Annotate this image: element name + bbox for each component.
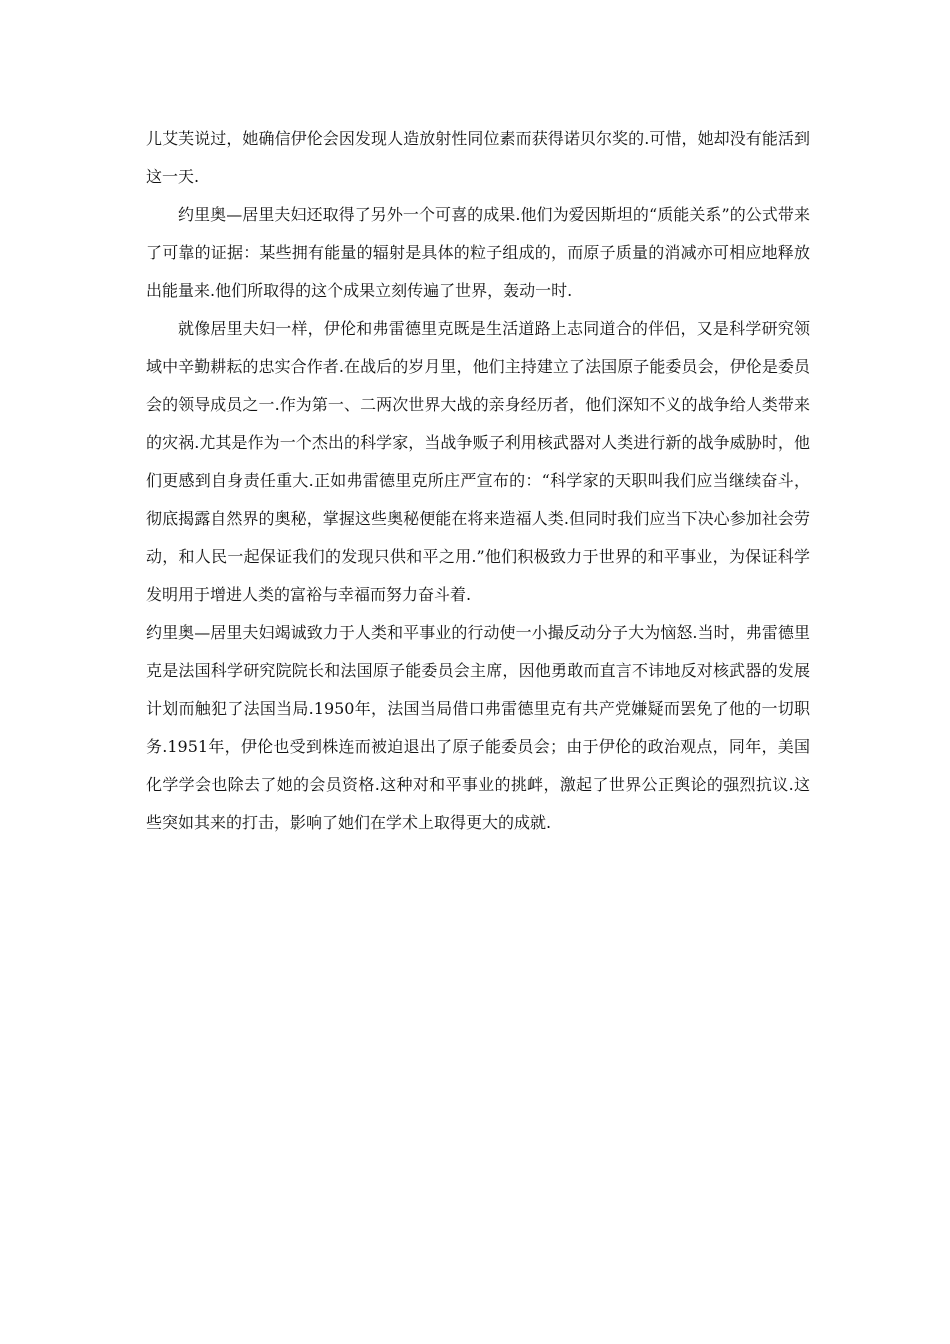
paragraph-2: 约里奥—居里夫妇还取得了另外一个可喜的成果.他们为爱因斯坦的“质能关系”的公式带来了可靠的证据：某些拥有能量的辐射是具体的粒子组成的，而原子质量的消减亦可相应地释放出能量来.他们所取得的这个成果立刻传遍了世界，轰动一时. bbox=[146, 205, 810, 300]
paragraph-4: 约里奥—居里夫妇竭诚致力于人类和平事业的行动使一小撮反动分子大为恼怒.当时，弗雷德里克是法国科学研究院院长和法国原子能委员会主席，因他勇敢而直言不讳地反对核武器的发展计划而触犯了法国当局.1950年，法国当局借口弗雷德里克有共产党嫌疑而罢免了他的一切职务.1951年，伊伦也受到株连而被迫退出了原子能委员会；由于伊伦的政治观点，同年，美国化学学会也除去了她的会员资格.这种对和平事业的挑衅，激起了世界公正舆论的强烈抗议.这些突如其来的打击，影响了她们在学术上取得更大的成就. bbox=[146, 623, 810, 832]
document-body bbox=[146, 120, 810, 842]
paragraph-1: 儿艾芙说过，她确信伊伦会因发现人造放射性同位素而获得诺贝尔奖的.可惜，她却没有能活到这一天. bbox=[146, 129, 810, 186]
paragraph-3: 就像居里夫妇一样，伊伦和弗雷德里克既是生活道路上志同道合的伴侣，又是科学研究领域中辛勤耕耘的忠实合作者.在战后的岁月里，他们主持建立了法国原子能委员会，伊伦是委员会的领导成员之一.作为第一、二两次世界大战的亲身经历者，他们深知不义的战争给人类带来的灾祸.尤其是作为一个杰出的科学家，当战争贩子利用核武器对人类进行新的战争威胁时，他们更感到自身责任重大.正如弗雷德里克所庄严宣布的：“科学家的天职叫我们应当继续奋斗，彻底揭露自然界的奥秘，掌握这些奥秘便能在将来造福人类.但同时我们应当下决心参加社会劳动，和人民一起保证我们的发现只供和平之用.”他们积极致力于世界的和平事业，为保证科学发明用于增进人类的富裕与幸福而努力奋斗着. bbox=[146, 319, 810, 604]
